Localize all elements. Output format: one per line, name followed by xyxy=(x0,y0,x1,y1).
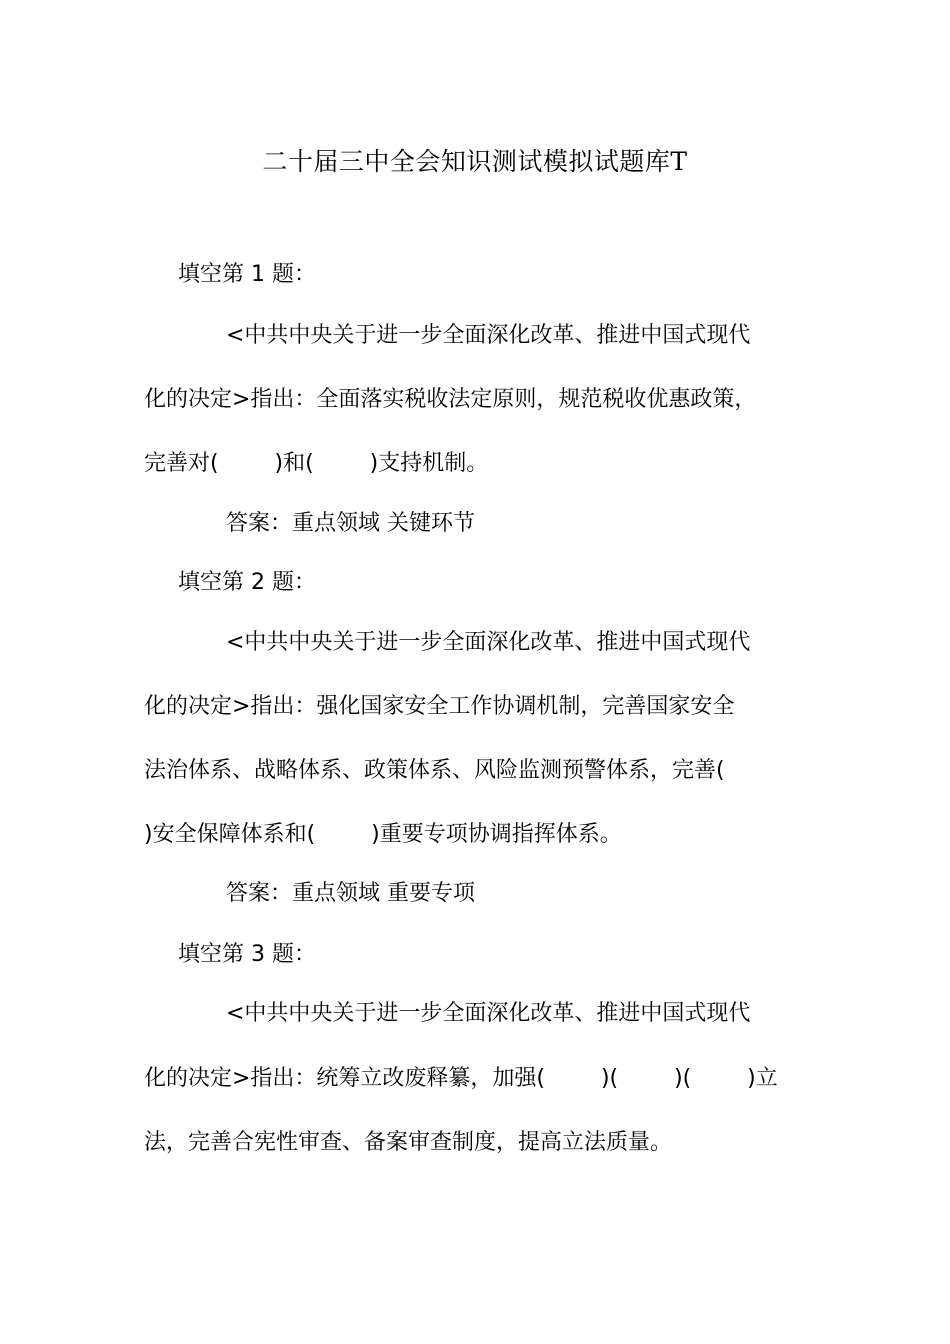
question-2-text-line-2: 化的决定>指出：强化国家安全工作协调机制，完善国家安全 xyxy=(144,694,735,719)
question-1-answer: 答案：重点领域 关键环节 xyxy=(226,511,475,536)
question-2-text-line-3: 法治体系、战略体系、政策体系、风险监测预警体系，完善( xyxy=(144,758,725,783)
question-2-text-line-1: <中共中央关于进一步全面深化改革、推进中国式现代 xyxy=(226,630,751,655)
question-3-text-line-2: 化的决定>指出：统筹立改废释纂，加强( )( )( )立 xyxy=(144,1066,778,1091)
question-2-label: 填空第 2 题： xyxy=(178,570,316,595)
question-1-label: 填空第 1 题： xyxy=(178,262,316,287)
question-3-text-line-1: <中共中央关于进一步全面深化改革、推进中国式现代 xyxy=(226,1001,751,1026)
question-1-text-line-1: <中共中央关于进一步全面深化改革、推进中国式现代 xyxy=(226,323,751,348)
question-3-label: 填空第 3 题： xyxy=(178,942,316,967)
question-2-text-line-4: )安全保障体系和( )重要专项协调指挥体系。 xyxy=(144,822,622,847)
document-title: 二十届三中全会知识测试模拟试题库T xyxy=(262,147,688,176)
question-2-answer: 答案：重点领域 重要专项 xyxy=(226,881,475,906)
question-1-text-line-2: 化的决定>指出：全面落实税收法定原则，规范税收优惠政策， xyxy=(144,387,757,412)
question-3-text-line-3: 法，完善合宪性审查、备案审查制度，提高立法质量。 xyxy=(144,1130,673,1155)
question-1-text-line-3: 完善对( )和( )支持机制。 xyxy=(144,451,489,476)
